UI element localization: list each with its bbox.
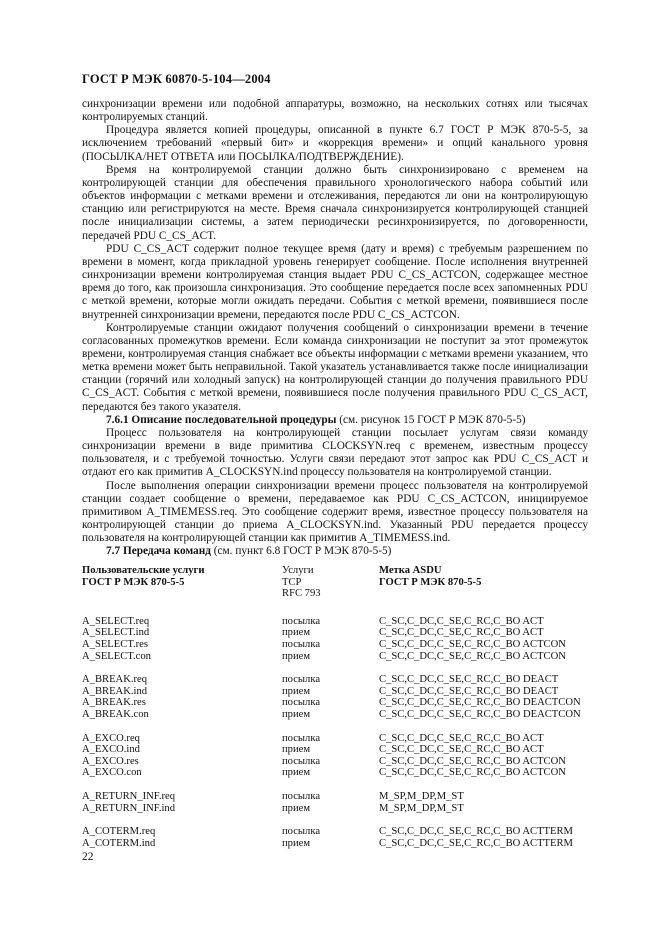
tcp-service-cell: посылка xyxy=(282,638,321,650)
header-line: Услуги xyxy=(282,565,314,576)
tcp-service-cell: посылка xyxy=(282,674,321,686)
paragraph: Время на контролируемой станции должно быть синхронизировано с временем на контролирующей станции для обеспечения правильного хронологического набора событий или объектов информации с метками времени и отслеживания, передаются ли они на контролирующую станцию или регистрируются на месте. Время сначала синхронизируется контролирующей станцией после инициализации системы, а затем периодически ресинхронизируется, по договоренности, передачей PDU C_CS_ACT. xyxy=(82,163,588,242)
asdu-label-cell: C_SC,C_DC,C_SE,C_RC,C_BO ACTCON xyxy=(379,767,566,779)
primitive-cell: A_EXCO.con xyxy=(82,767,142,779)
table-row xyxy=(82,803,602,815)
asdu-label-cell: C_SC,C_DC,C_SE,C_RC,C_BO ACT xyxy=(379,744,544,756)
primitive-cell: A_EXCO.ind xyxy=(82,744,140,756)
asdu-label-cell: M_SP,M_DP,M_ST xyxy=(379,790,464,802)
table-row xyxy=(82,686,602,698)
header-tcp-services xyxy=(282,565,379,600)
tcp-service-cell: прием xyxy=(282,685,311,697)
asdu-label-cell: C_SC,C_DC,C_SE,C_RC,C_BO DEACT xyxy=(379,674,559,686)
primitive-cell: A_EXCO.req xyxy=(82,732,140,744)
table-row xyxy=(82,838,602,850)
header-user-services xyxy=(82,565,282,600)
primitive-cell: A_EXCO.res xyxy=(82,755,139,767)
section-heading: 7.6.1 Описание последовательной процедуры xyxy=(106,413,337,426)
paragraph: PDU C_CS_ACT содержит полное текущее время (дату и время) с требуемым разрешением по времени в момент, когда прикладной уровень генерирует сообщение. После исполнения внутренней синхронизации времени контролируемая станция выдает PDU C_CS_ACTCON, содержащее местное время до того, как произошла синхронизация. Это сообщение передается после всех запомненных PDU с меткой времени, которые могли ожидать передачи. События с меткой времени, появившиеся после внутренней синхронизации времени, передаются после PDU C_CS_ACTCON. xyxy=(82,242,588,321)
table-group xyxy=(82,674,602,720)
section-reference: (см. пункт 6.8 ГОСТ Р МЭК 870-5-5) xyxy=(210,545,392,558)
commands-table xyxy=(82,565,602,861)
table-row xyxy=(82,826,602,838)
table-row xyxy=(82,767,602,779)
primitive-cell: A_COTERM.req xyxy=(82,826,156,838)
table-group xyxy=(82,616,602,662)
asdu-label-cell: C_SC,C_DC,C_SE,C_RC,C_BO DEACTCON xyxy=(379,697,581,709)
table-row xyxy=(82,733,602,745)
tcp-service-cell: прием xyxy=(282,708,311,720)
primitive-cell: A_SELECT.ind xyxy=(82,627,150,639)
body-text xyxy=(82,98,588,558)
primitive-cell: A_BREAK.ind xyxy=(82,685,148,697)
section-heading: 7.7 Передача команд xyxy=(106,545,211,558)
header-line: Пользовательские услуги xyxy=(82,565,205,576)
table-row xyxy=(82,616,602,628)
page-number: 22 xyxy=(82,851,94,863)
section-761 xyxy=(82,414,588,427)
paragraph: синхронизации времени или подобной аппаратуры, возможно, на нескольких сотнях или тысячах контролируемых станций. xyxy=(82,98,588,124)
primitive-cell: A_COTERM.ind xyxy=(82,837,156,849)
paragraph: Процесс пользователя на контролирующей станции посылает услугам связи команду синхронизации времени в виде примитива CLOCKSYN.req с временем, известным процессу пользователя, и с требуемой точностью. Услуги связи передают этот запрос как PDU C_CS_ACT и отдают его как примитив A_CLOCKSYN.ind процессу пользователя на контролируемой станции. xyxy=(82,426,588,479)
primitive-cell: A_RETURN_INF.req xyxy=(82,790,176,802)
asdu-label-cell: C_SC,C_DC,C_SE,C_RC,C_BO DEACT xyxy=(379,685,559,697)
tcp-service-cell: прием xyxy=(282,650,311,662)
asdu-label-cell: C_SC,C_DC,C_SE,C_RC,C_BO ACTCON xyxy=(379,755,566,767)
page-header: ГОСТ Р МЭК 60870-5-104—2004 xyxy=(82,72,271,86)
paragraph: После выполнения операции синхронизации времени процесс пользователя на контролируемой станции создает сообщение о времени, передаваемое как PDU C_CS_ACTCON, инициируемое примитивом A_TIMEMESS.req. Это сообщение содержит время, известное процессу пользователя на контролирующей станции до приема A_CLOCKSYN.ind. Указанный PDU передается процессу пользователя на контролирующей станции как примитив A_TIMEMESS.ind. xyxy=(82,479,588,545)
tcp-service-cell: посылка xyxy=(282,615,321,627)
section-77 xyxy=(82,545,588,558)
table-group xyxy=(82,733,602,779)
primitive-cell: A_SELECT.req xyxy=(82,615,150,627)
table-row xyxy=(82,697,602,709)
table-row xyxy=(82,651,602,663)
tcp-service-cell: посылка xyxy=(282,790,321,802)
asdu-label-cell: M_SP,M_DP,M_ST xyxy=(379,802,464,814)
paragraph: Контролируемые станции ожидают получения сообщений о синхронизации времени в течение согласованных промежутков времени. Если команда синхронизации не поступит за этот промежуток времени, контролируемая станция снабжает все объекты информации с метками времени указанием, что метка времени может быть неправильной. Такой указатель устанавливается также после инициализации станции (горячий или холодный запуск) на контролирующей станции до получения правильного PDU C_CS_ACT. События с меткой времени, появившиеся после получения правильного PDU C_CS_ACT, передаются без такого указателя. xyxy=(82,321,588,413)
table-row xyxy=(82,744,602,756)
asdu-label-cell: C_SC,C_DC,C_SE,C_RC,C_BO ACTCON xyxy=(379,638,566,650)
header-line: RFC 793 xyxy=(282,588,321,600)
tcp-service-cell: посылка xyxy=(282,697,321,709)
asdu-label-cell: C_SC,C_DC,C_SE,C_RC,C_BO ACTTERM xyxy=(379,826,573,838)
primitive-cell: A_SELECT.res xyxy=(82,638,149,650)
table-row xyxy=(82,756,602,768)
asdu-label-cell: C_SC,C_DC,C_SE,C_RC,C_BO ACT xyxy=(379,732,544,744)
tcp-service-cell: прием xyxy=(282,802,311,814)
primitive-cell: A_SELECT.con xyxy=(82,650,151,662)
header-asdu-label xyxy=(379,565,602,600)
asdu-label-cell: C_SC,C_DC,C_SE,C_RC,C_BO ACTTERM xyxy=(379,837,573,849)
tcp-service-cell: посылка xyxy=(282,755,321,767)
tcp-service-cell: прием xyxy=(282,767,311,779)
asdu-label-cell: C_SC,C_DC,C_SE,C_RC,C_BO ACT xyxy=(379,615,544,627)
asdu-label-cell: C_SC,C_DC,C_SE,C_RC,C_BO ACTCON xyxy=(379,650,566,662)
table-group xyxy=(82,791,602,814)
paragraph: Процедура является копией процедуры, описанной в пункте 6.7 ГОСТ Р МЭК 870-5-5, за исключением требований «первый бит» и «коррекция времени» и опций канального уровня (ПОСЫЛКА/НЕТ ОТВЕТА или ПОСЫЛКА/ПОДТВЕРЖДЕНИЕ). xyxy=(82,124,588,163)
primitive-cell: A_BREAK.res xyxy=(82,697,146,709)
tcp-service-cell: прием xyxy=(282,627,311,639)
primitive-cell: A_RETURN_INF.ind xyxy=(82,802,176,814)
section-reference: (см. рисунок 15 ГОСТ Р МЭК 870-5-5) xyxy=(336,413,526,426)
primitive-cell: A_BREAK.req xyxy=(82,674,148,686)
table-body xyxy=(82,616,602,850)
tcp-service-cell: прием xyxy=(282,837,311,849)
asdu-label-cell: C_SC,C_DC,C_SE,C_RC,C_BO ACT xyxy=(379,627,544,639)
table-header xyxy=(82,565,602,600)
table-row xyxy=(82,674,602,686)
primitive-cell: A_BREAK.con xyxy=(82,708,149,720)
asdu-label-cell: C_SC,C_DC,C_SE,C_RC,C_BO DEACTCON xyxy=(379,708,581,720)
table-row xyxy=(82,639,602,651)
tcp-service-cell: посылка xyxy=(282,826,321,838)
header-line: Метка ASDU xyxy=(379,565,442,576)
header-line: TCP xyxy=(282,576,302,588)
header-line: ГОСТ Р МЭК 870-5-5 xyxy=(379,576,482,588)
tcp-service-cell: посылка xyxy=(282,732,321,744)
table-row xyxy=(82,709,602,721)
table-row xyxy=(82,627,602,639)
table-row xyxy=(82,791,602,803)
tcp-service-cell: прием xyxy=(282,744,311,756)
header-line: ГОСТ Р МЭК 870-5-5 xyxy=(82,576,185,588)
table-group xyxy=(82,826,602,849)
